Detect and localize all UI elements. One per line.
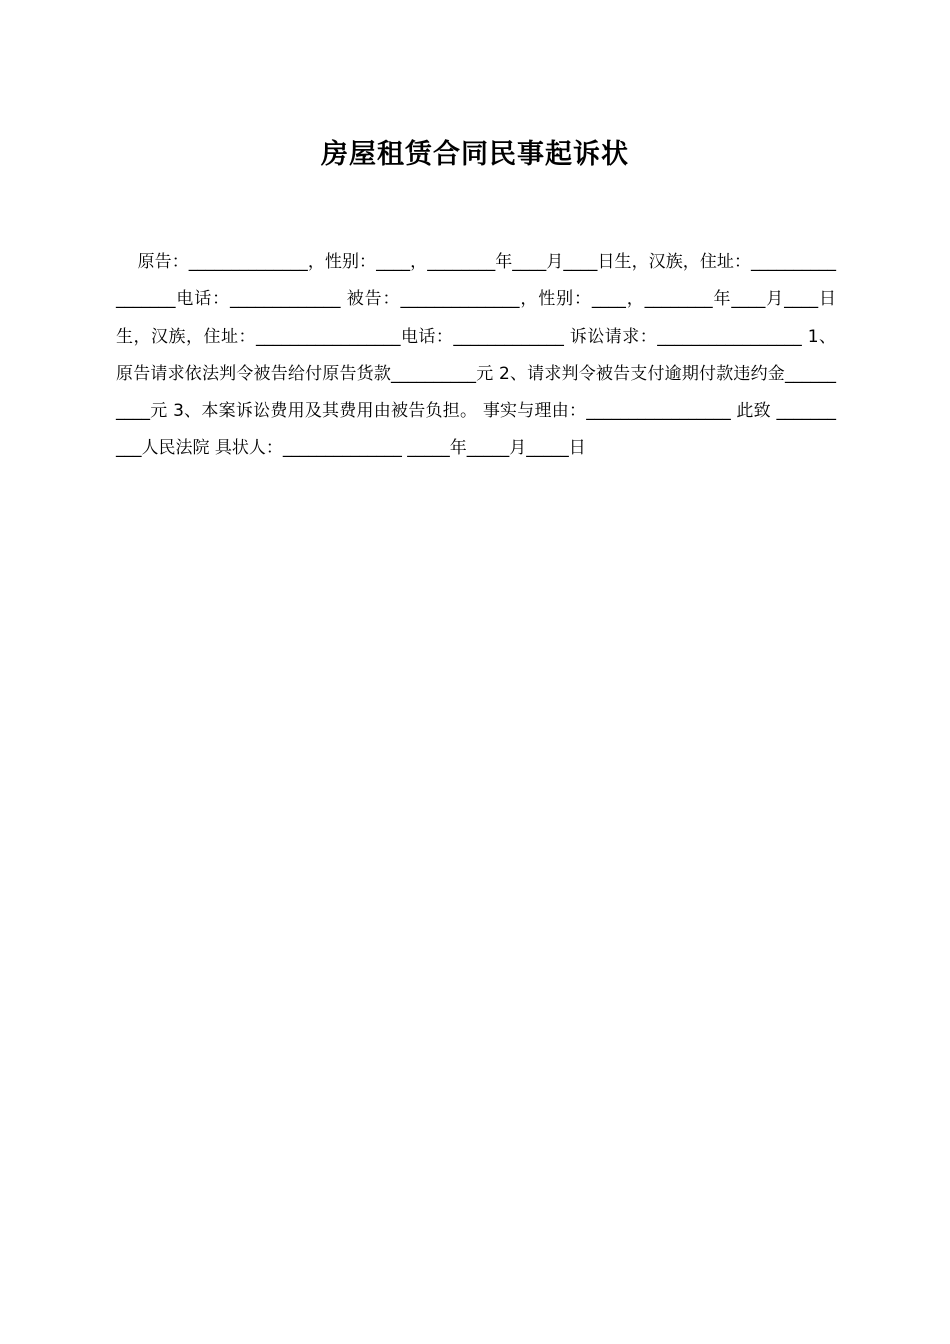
document-title: 房屋租赁合同民事起诉状 [321,139,629,170]
document-body: 原告：______________，性别：____，________年____月____日生，汉族，住址：_________________电话：_____________ 被告：______________，性别：____，________年____月____日生，汉族，住址：_________________电话：_____________ 诉讼请求：_________________ 1、原告请求依法判令被告给付原告货款__________元 2、请求判令被告支付逾期付款违约金__________元 3、本案诉讼费用及其费用由被告负担。 事实与理由：_________________ 此致 __________人民法院 具状人：______________ _____年_____月_____日 [116,252,836,459]
